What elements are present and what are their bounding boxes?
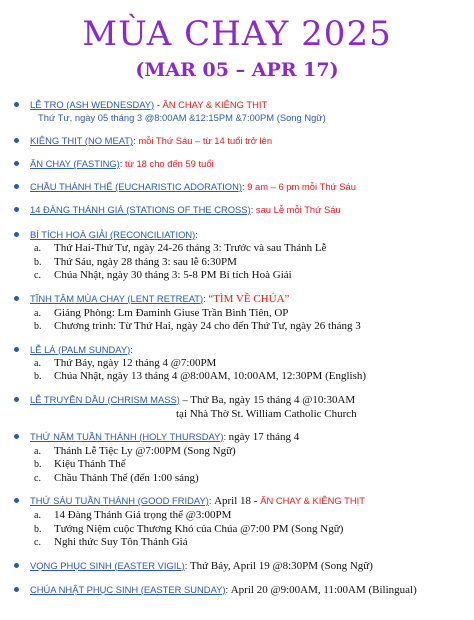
section-heading: TĨNH TÂM MÙA CHAY (LENT RETREAT) xyxy=(30,292,204,304)
holy-thursday-items xyxy=(30,445,468,486)
section-heading: KIÊNG THỊT (NO MEAT) xyxy=(30,135,134,146)
bullet-icon xyxy=(14,296,19,301)
section-no-meat: KIÊNG THỊT (NO MEAT): mỗi Thứ Sáu – từ 14 tuổi trở lên xyxy=(0,134,474,147)
bullet-icon xyxy=(14,498,19,503)
list-item: a. Thứ Bảy, ngày 12 tháng 4 @7:00PM xyxy=(34,356,217,369)
list-item: b. Kiệu Thánh Thể xyxy=(34,458,126,470)
bullet-icon xyxy=(14,347,19,352)
section-note: ĂN CHAY & KIÊNG THỊT xyxy=(260,495,365,506)
section-detail-continued: tại Nhà Thờ St. William Catholic Church xyxy=(176,407,357,420)
section-heading: 14 ĐÀNG THÁNH GIÁ (STATIONS OF THE CROSS) xyxy=(30,204,251,215)
list-item: b. Thứ Sáu, ngày 28 tháng 3: sau lễ 6:30PM xyxy=(34,255,237,268)
bullet-icon xyxy=(14,232,19,237)
list-item: c. Chầu Thánh Thể (đến 1:00 sáng) xyxy=(34,471,199,484)
section-note: “TÌM VỀ CHÚA” xyxy=(208,292,290,305)
section-stations: 14 ĐÀNG THÁNH GIÁ (STATIONS OF THE CROSS): sau Lễ mỗi Thứ Sáu xyxy=(0,203,474,216)
section-note: từ 18 cho đến 59 tuổi xyxy=(124,158,214,169)
section-palm-sunday: LỄ LÁ (PALM SUNDAY): a. Thứ Bảy, ngày 12 tháng 4 @7:00PM b. Chúa Nhật, ngày 13 tháng 4 @8:00AM, 10:00AM, 12:30PM (English) xyxy=(0,343,474,384)
schedule-list xyxy=(0,96,474,597)
bullet-icon xyxy=(14,397,19,402)
section-note: 9 am – 6 pm mỗi Thứ Sáu xyxy=(247,181,356,192)
section-holy-thursday: THỨ NĂM TUẦN THÁNH (HOLY THURSDAY): ngày 17 tháng 4 a. Thánh Lễ Tiệc Ly @7:00PM (Song Ngữ) b. Kiệu Thánh Thể c. Chầu Thánh Thể (đến 1:00 sáng) xyxy=(0,430,474,486)
bullet-icon xyxy=(14,587,19,592)
section-heading: LỄ LÁ (PALM SUNDAY) xyxy=(30,343,131,355)
section-ash-wednesday: LỄ TRO (ASH WEDNESDAY) - ĂN CHAY & KIÊNG THỊT Thứ Tư, ngày 05 tháng 3 @8:00AM &12:15PM &7:00PM (Song Ngữ) xyxy=(0,98,474,124)
bullet-icon xyxy=(14,184,19,189)
section-heading: VỌNG PHỤC SINH (EASTER VIGIL) xyxy=(30,559,185,571)
section-note: ĂN CHAY & KIÊNG THỊT xyxy=(162,99,268,110)
section-heading: CHÚA NHẬT PHỤC SINH (EASTER SUNDAY) xyxy=(30,583,226,595)
list-item: b. Chương trình: Từ Thứ Hai, ngày 24 cho đến Thứ Tư, ngày 26 tháng 3 xyxy=(34,320,361,332)
section-heading: CHẦU THÁNH THỂ (EUCHARISTIC ADORATION) xyxy=(30,181,242,192)
good-friday-items xyxy=(30,509,468,550)
reconciliation-items xyxy=(30,242,468,283)
section-heading: THỨ NĂM TUẦN THÁNH (HOLY THURSDAY) xyxy=(30,430,224,442)
bullet-icon xyxy=(14,207,19,212)
bullet-icon xyxy=(14,161,19,166)
section-reconciliation: BÍ TÍCH HOÀ GIẢI (RECONCILIATION): a. Thứ Hai-Thứ Tư, ngày 24-26 tháng 3: Trước và sau Thánh Lễ b. Thứ Sáu, ngày 28 tháng 3: sau lễ 6:30PM c. Chúa Nhật, ngày 30 tháng 3: 5-8 PM Bí tích Hoà Giải xyxy=(0,228,474,283)
section-heading: ĂN CHAY (FASTING) xyxy=(30,158,120,169)
section-easter-sunday: CHÚA NHẬT PHỤC SINH (EASTER SUNDAY): April 20 @9:00AM, 11:00AM (Bilingual) xyxy=(0,583,474,597)
bullet-icon xyxy=(14,138,19,143)
list-item: a. Thánh Lễ Tiệc Ly @7:00PM (Song Ngữ) xyxy=(34,444,236,457)
list-item: a. Thứ Hai-Thứ Tư, ngày 24-26 tháng 3: Trước và sau Thánh Lễ xyxy=(34,242,327,254)
bullet-icon xyxy=(14,102,19,107)
section-heading: LỄ TRUYỀN DẦU (CHRISM MASS) xyxy=(30,393,180,405)
section-adoration: CHẦU THÁNH THỂ (EUCHARISTIC ADORATION): 9 am – 6 pm mỗi Thứ Sáu xyxy=(0,180,474,193)
section-detail: Thứ Tư, ngày 05 tháng 3 @8:00AM &12:15PM &7:00PM (Song Ngữ) xyxy=(38,112,326,123)
list-item: c. Nghi thức Suy Tôn Thánh Giá xyxy=(34,536,188,548)
section-note: sau Lễ mỗi Thứ Sáu xyxy=(255,204,341,215)
section-note: mỗi Thứ Sáu – từ 14 tuổi trở lên xyxy=(138,135,273,146)
section-heading: BÍ TÍCH HOÀ GIẢI (RECONCILIATION) xyxy=(30,229,196,240)
section-detail: Thứ Ba, ngày 15 tháng 4 @10:30AM xyxy=(190,393,356,406)
section-detail: Thứ Bảy, April 19 @8:30PM (Song Ngữ) xyxy=(189,559,373,572)
list-item: a. 14 Đàng Thánh Giá trọng thể @3:00PM xyxy=(34,509,232,521)
section-lent-retreat: TĨNH TÂM MÙA CHAY (LENT RETREAT): “TÌM VỀ CHÚA” a. Giảng Phòng: Lm Đaminh Giuse Trần Bình Tiên, OP b. Chương trình: Từ Thứ Hai, ngày 24 cho đến Thứ Tư, ngày 26 tháng 3 xyxy=(0,292,474,334)
list-item: b. Chúa Nhật, ngày 13 tháng 4 @8:00AM, 10:00AM, 12:30PM (English) xyxy=(34,370,367,382)
page-title: MÙA CHAY 2025 xyxy=(82,14,392,54)
section-fasting: ĂN CHAY (FASTING): từ 18 cho đến 59 tuổi xyxy=(0,157,474,170)
date-range-subtitle: (MAR 05 – APR 17) xyxy=(135,59,339,81)
palm-items xyxy=(30,357,468,384)
section-detail: ngày 17 tháng 4 xyxy=(228,430,300,443)
list-item: c. Chúa Nhật, ngày 30 tháng 3: 5-8 PM Bí tích Hoà Giải xyxy=(34,269,292,281)
section-heading: LỄ TRO (ASH WEDNESDAY) xyxy=(30,99,155,110)
bullet-icon xyxy=(14,434,19,439)
bullet-icon xyxy=(14,563,19,568)
list-item: b. Tưởng Niệm cuộc Thương Khó của Chúa @7:00 PM (Song Ngữ) xyxy=(34,522,344,535)
section-chrism-mass: LỄ TRUYỀN DẦU (CHRISM MASS) – Thứ Ba, ngày 15 tháng 4 @10:30AM tại Nhà Thờ St. William Catholic Church xyxy=(0,393,474,421)
section-heading: THỨ SÁU TUẦN THÁNH (GOOD FRIDAY) xyxy=(30,495,209,506)
retreat-items xyxy=(30,307,468,334)
list-item: a. Giảng Phòng: Lm Đaminh Giuse Trần Bình Tiên, OP xyxy=(34,306,289,319)
section-good-friday: THỨ SÁU TUẦN THÁNH (GOOD FRIDAY): April 18 - ĂN CHAY & KIÊNG THỊT a. 14 Đàng Thánh Giá trọng thể @3:00PM b. Tưởng Niệm cuộc Thương Khó của Chúa @7:00 PM (Song Ngữ) c. Nghi thức Suy Tôn Thánh Giá xyxy=(0,494,474,550)
section-detail: April 20 @9:00AM, 11:00AM (Bilingual) xyxy=(230,583,417,596)
section-easter-vigil: VỌNG PHỤC SINH (EASTER VIGIL): Thứ Bảy, April 19 @8:30PM (Song Ngữ) xyxy=(0,559,474,573)
section-detail: April 18 - xyxy=(214,495,261,507)
